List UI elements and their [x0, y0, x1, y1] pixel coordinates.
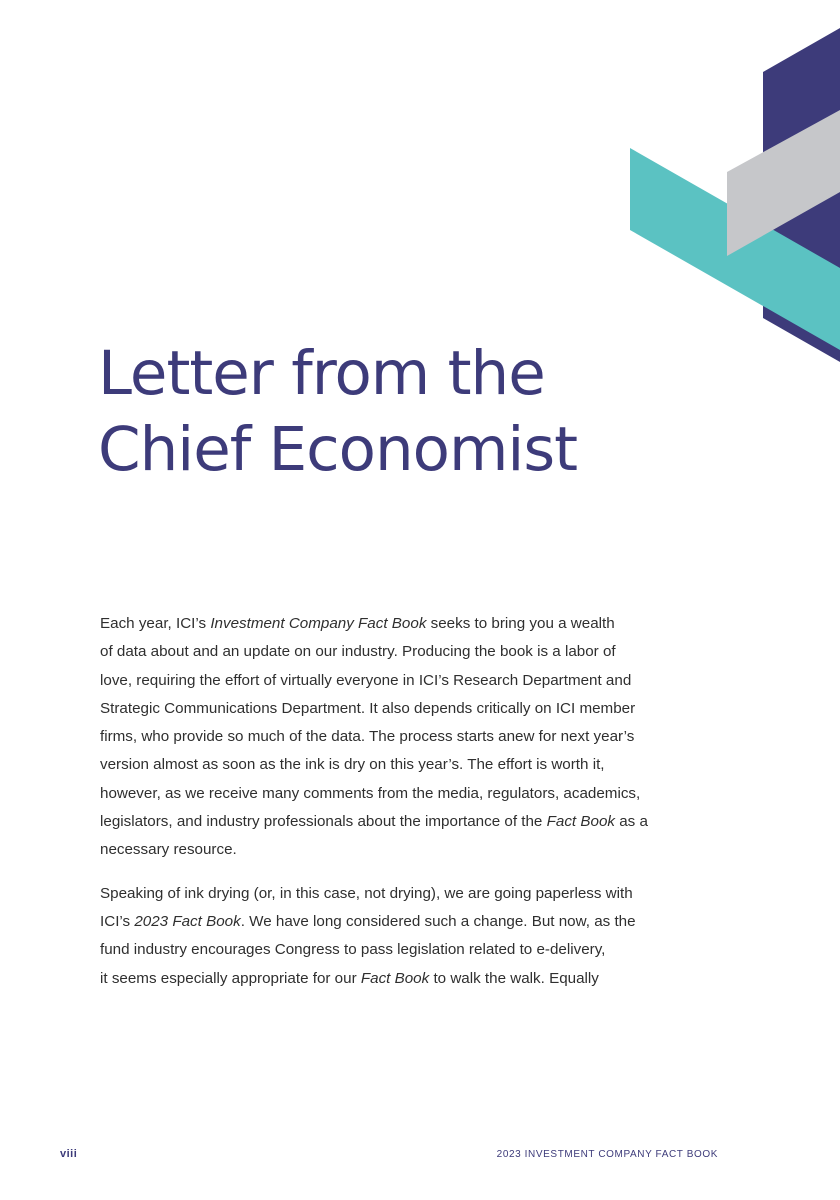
- paragraph-1: [100, 610, 710, 865]
- italic-title: Investment Company Fact Book: [210, 615, 427, 632]
- paragraph-2: [100, 880, 710, 993]
- italic-title: 2023 Fact Book: [134, 912, 241, 930]
- text-line: necessary resource.: [100, 841, 237, 859]
- text-line: it seems especially appropriate for our Fact Book to walk the walk. Equally: [100, 969, 599, 987]
- text-line: of data about and an update on our industry. Producing the book is a labor of: [100, 643, 616, 661]
- letter-body: [100, 610, 710, 1008]
- text-line: version almost as soon as the ink is dry on this year’s. The effort is worth it,: [100, 756, 605, 774]
- title-line-2: Chief Economist: [98, 414, 578, 485]
- page-title: [98, 336, 577, 488]
- text-line: legislators, and industry professionals about the importance of the Fact Book as a: [100, 813, 648, 831]
- text-line: ICI’s 2023 Fact Book. We have long considered such a change. But now, as the: [100, 912, 636, 930]
- text-line: Speaking of ink drying (or, in this case, not drying), we are going paperless with: [100, 884, 633, 902]
- footer-book-title: 2023 INVESTMENT COMPANY FACT BOOK: [496, 1149, 718, 1160]
- text-line: Strategic Communications Department. It also depends critically on ICI member: [100, 699, 636, 717]
- text-line: Each year, ICI’s Investment Company Fact Book seeks to bring you a wealth: [100, 615, 615, 632]
- text-line: fund industry encourages Congress to pass legislation related to e-delivery,: [100, 941, 606, 959]
- text-line: firms, who provide so much of the data. The process starts anew for next year’s: [100, 728, 635, 746]
- title-line-1: Letter from the: [98, 338, 545, 409]
- text-line: however, as we receive many comments from the media, regulators, academics,: [100, 784, 641, 802]
- italic-title: Fact Book: [360, 969, 430, 987]
- italic-title: Fact Book: [546, 813, 615, 831]
- footer-page-number: viii: [60, 1148, 78, 1160]
- decorative-ribbon-graphic: [600, 0, 840, 380]
- text-line: love, requiring the effort of virtually everyone in ICI’s Research Department and: [100, 671, 632, 689]
